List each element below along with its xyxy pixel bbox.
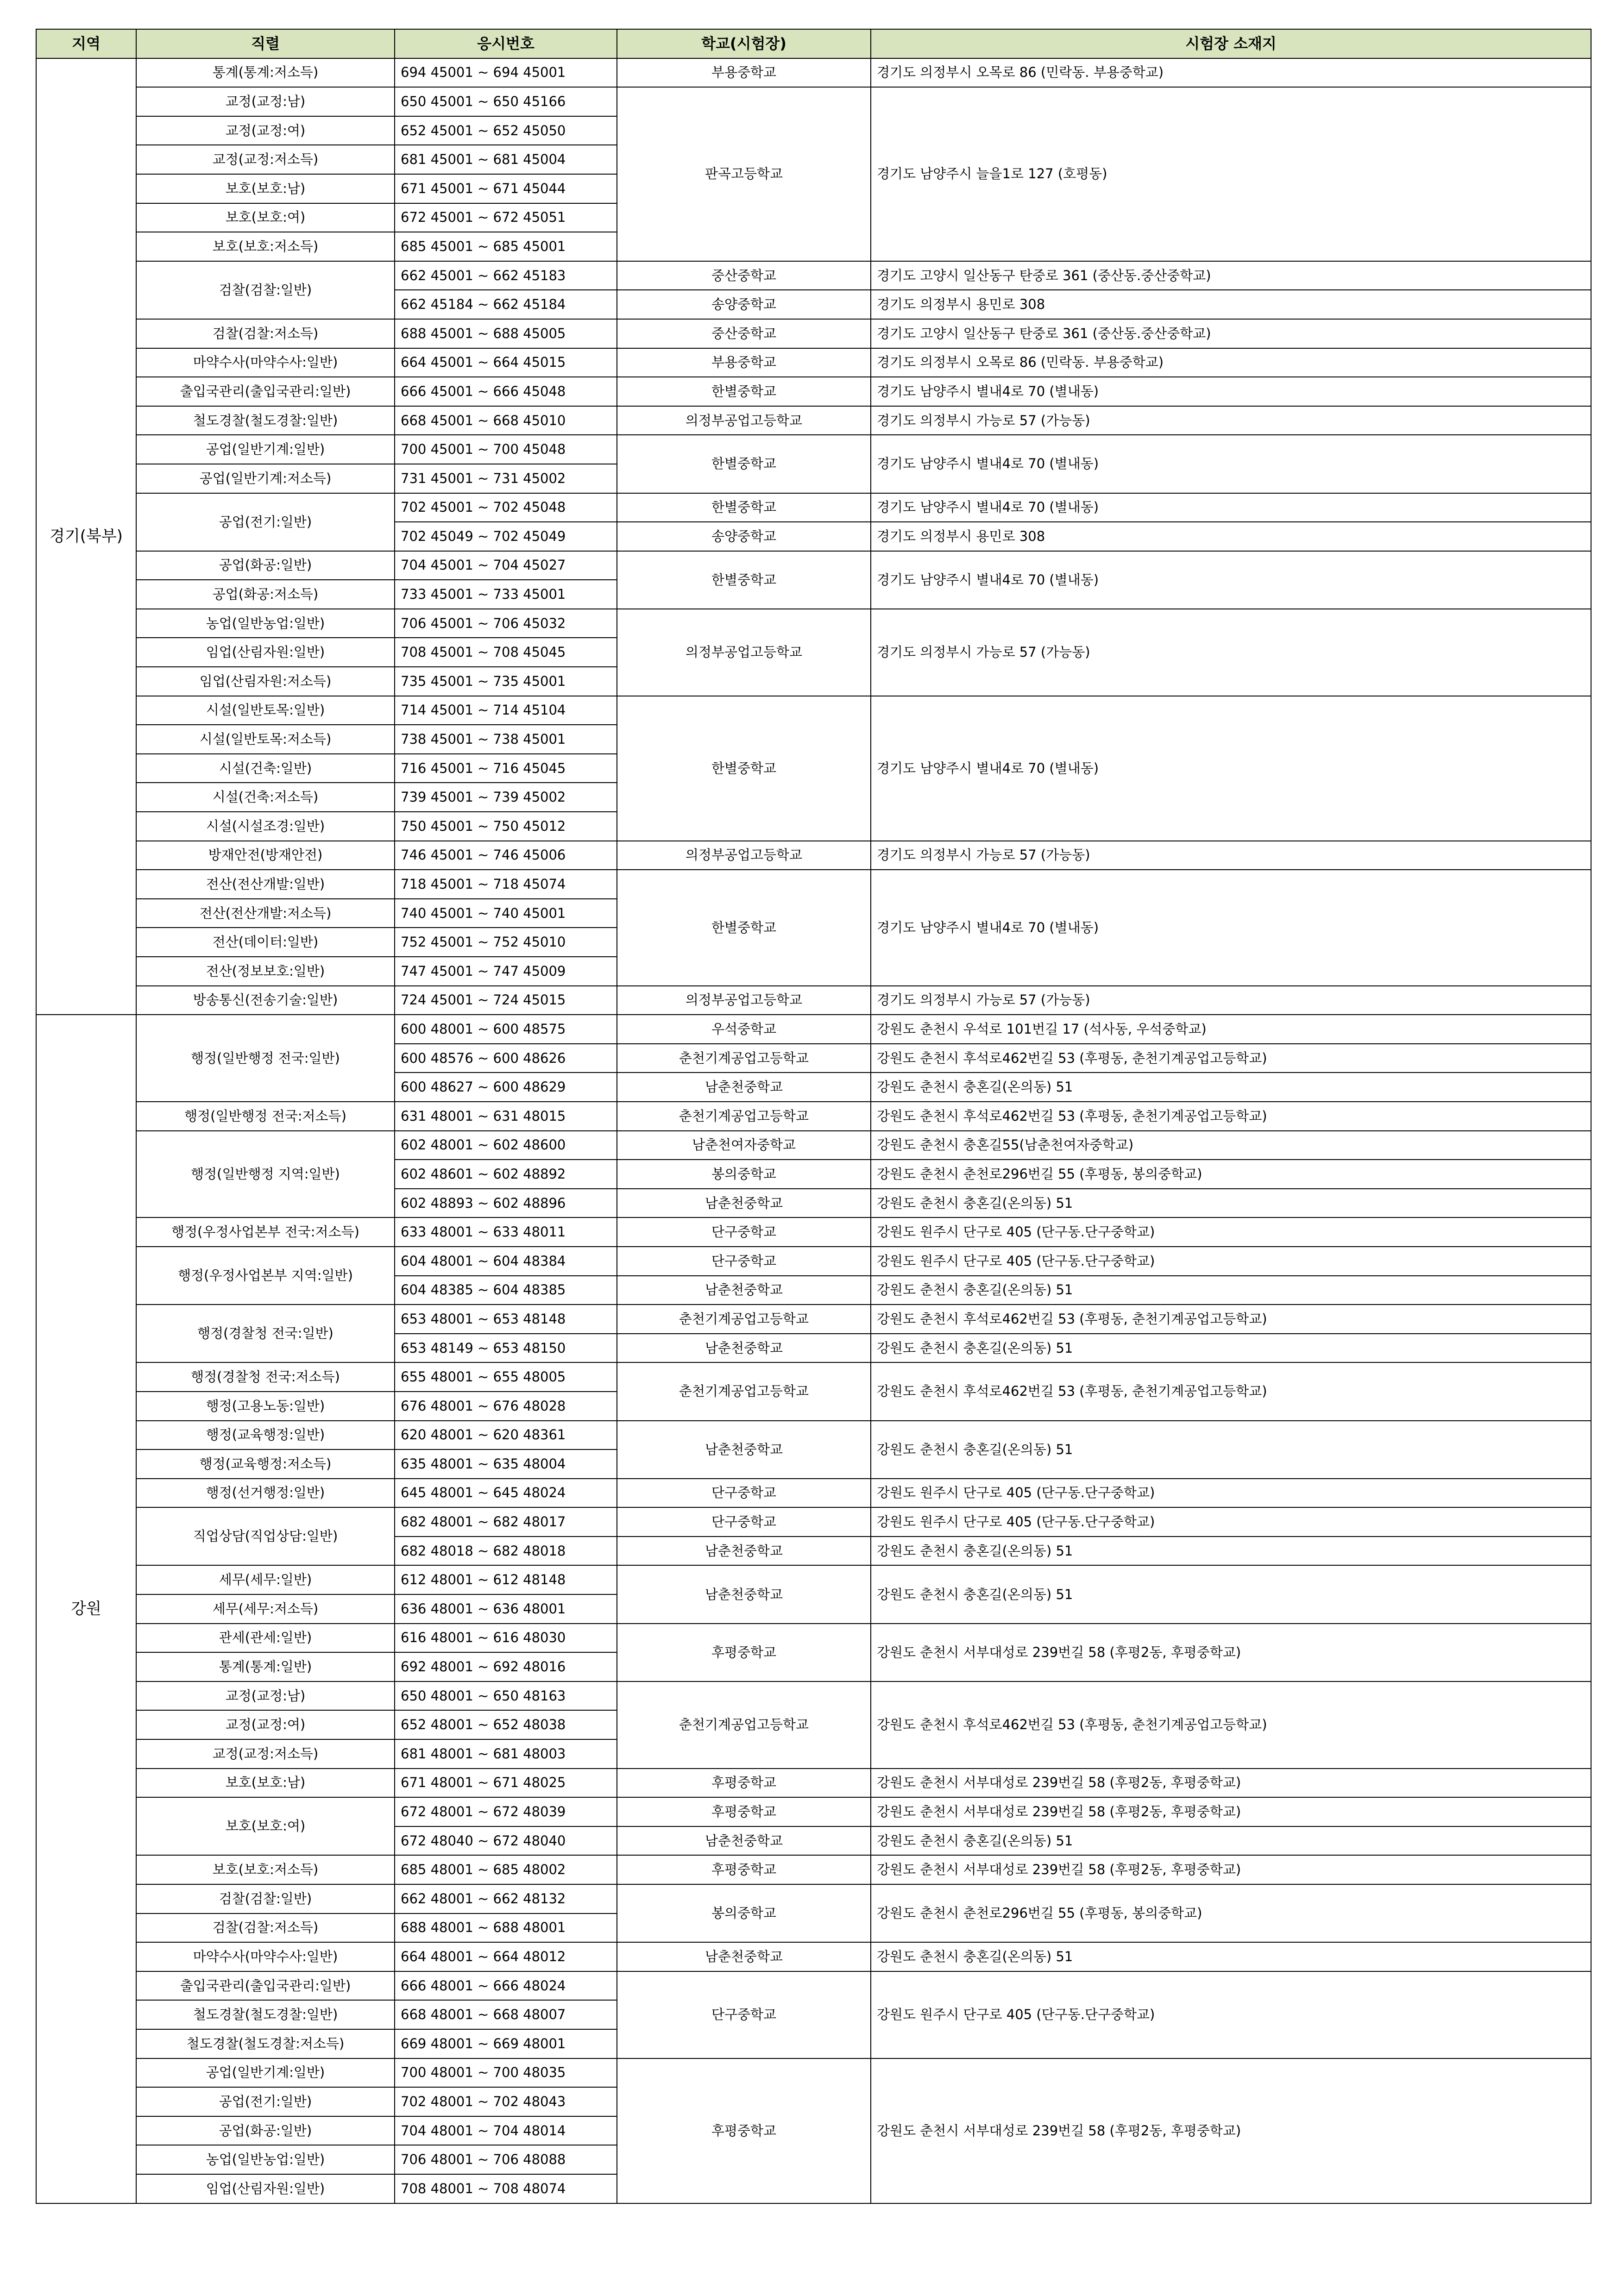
school-cell: 단구중학교 <box>617 1217 871 1247</box>
number-cell: 652 48001 ~ 652 48038 <box>395 1710 617 1739</box>
address-cell: 강원도 춘천시 충혼길(온의동) 51 <box>871 1942 1591 1971</box>
number-cell: 702 45049 ~ 702 45049 <box>395 522 617 551</box>
position-cell: 행정(경찰청 전국:저소득) <box>136 1362 395 1392</box>
school-cell: 송양중학교 <box>617 290 871 319</box>
school-cell: 후평중학교 <box>617 2058 871 2203</box>
number-cell: 602 48893 ~ 602 48896 <box>395 1189 617 1218</box>
table-row <box>36 1217 1591 1247</box>
address-cell: 경기도 남양주시 별내4로 70 (별내동) <box>871 551 1591 609</box>
number-cell: 655 48001 ~ 655 48005 <box>395 1362 617 1392</box>
number-cell: 600 48627 ~ 600 48629 <box>395 1073 617 1102</box>
position-cell: 마약수사(마약수사:일반) <box>136 1942 395 1971</box>
school-cell: 단구중학교 <box>617 1971 871 2058</box>
address-cell: 강원도 원주시 단구로 405 (단구동.단구중학교) <box>871 1479 1591 1508</box>
position-cell: 보호(보호:남) <box>136 174 395 203</box>
position-cell: 관세(관세:일반) <box>136 1624 395 1653</box>
position-cell: 행정(일반행정 전국:저소득) <box>136 1102 395 1131</box>
school-cell: 후평중학교 <box>617 1624 871 1681</box>
school-cell: 우석중학교 <box>617 1015 871 1044</box>
position-cell: 전산(정보보호:일반) <box>136 957 395 986</box>
number-cell: 685 48001 ~ 685 48002 <box>395 1855 617 1884</box>
position-cell: 공업(전기:일반) <box>136 493 395 551</box>
number-cell: 706 48001 ~ 706 48088 <box>395 2145 617 2174</box>
address-cell: 경기도 의정부시 가능로 57 (가능동) <box>871 841 1591 870</box>
table-row <box>36 1942 1591 1971</box>
number-cell: 666 45001 ~ 666 45048 <box>395 377 617 406</box>
position-cell: 검찰(검찰:저소득) <box>136 319 395 348</box>
position-cell: 공업(일반기계:저소득) <box>136 464 395 493</box>
address-cell: 강원도 춘천시 후석로462번길 53 (후평동, 춘천기계공업고등학교) <box>871 1362 1591 1420</box>
table-row <box>36 493 1591 522</box>
school-cell: 단구중학교 <box>617 1247 871 1276</box>
address-cell: 강원도 춘천시 후석로462번길 53 (후평동, 춘천기계공업고등학교) <box>871 1305 1591 1334</box>
region-cell: 경기(북부) <box>36 58 136 1015</box>
exam-site-table <box>36 29 1592 2204</box>
table-row <box>36 1507 1591 1537</box>
position-cell: 농업(일반농업:일반) <box>136 609 395 638</box>
table-row <box>36 348 1591 377</box>
school-cell: 남춘천중학교 <box>617 1073 871 1102</box>
address-cell: 경기도 남양주시 별내4로 70 (별내동) <box>871 377 1591 406</box>
address-cell: 강원도 춘천시 우석로 101번길 17 (석사동, 우석중학교) <box>871 1015 1591 1044</box>
table-row <box>36 870 1591 899</box>
address-cell: 강원도 춘천시 충혼길(온의동) 51 <box>871 1565 1591 1623</box>
number-cell: 662 45001 ~ 662 45183 <box>395 261 617 290</box>
table-row <box>36 1971 1591 2001</box>
school-cell: 남춘천여자중학교 <box>617 1131 871 1160</box>
table-row <box>36 1015 1591 1044</box>
table-row <box>36 609 1591 638</box>
address-cell: 강원도 춘천시 서부대성로 239번길 58 (후평2동, 후평중학교) <box>871 1769 1591 1798</box>
table-row <box>36 841 1591 870</box>
number-cell: 724 45001 ~ 724 45015 <box>395 986 617 1015</box>
table-row <box>36 1102 1591 1131</box>
address-cell: 강원도 춘천시 서부대성로 239번길 58 (후평2동, 후평중학교) <box>871 1855 1591 1884</box>
table-row <box>36 1797 1591 1826</box>
address-cell: 강원도 춘천시 충혼길(온의동) 51 <box>871 1334 1591 1363</box>
position-cell: 방재안전(방재안전) <box>136 841 395 870</box>
table-row <box>36 1479 1591 1508</box>
number-cell: 739 45001 ~ 739 45002 <box>395 783 617 812</box>
number-cell: 681 45001 ~ 681 45004 <box>395 145 617 174</box>
address-cell: 강원도 춘천시 충혼길(온의동) 51 <box>871 1826 1591 1856</box>
number-cell: 746 45001 ~ 746 45006 <box>395 841 617 870</box>
table-row <box>36 1421 1591 1450</box>
number-cell: 700 45001 ~ 700 45048 <box>395 435 617 464</box>
address-cell: 경기도 의정부시 오목로 86 (민락동. 부용중학교) <box>871 348 1591 377</box>
position-cell: 교정(교정:남) <box>136 87 395 116</box>
number-cell: 653 48149 ~ 653 48150 <box>395 1334 617 1363</box>
school-cell: 의정부공업고등학교 <box>617 986 871 1015</box>
address-cell: 강원도 춘천시 충혼길(온의동) 51 <box>871 1421 1591 1479</box>
school-cell: 단구중학교 <box>617 1479 871 1508</box>
position-cell: 행정(우정사업본부 지역:일반) <box>136 1247 395 1305</box>
number-cell: 700 48001 ~ 700 48035 <box>395 2058 617 2088</box>
number-cell: 676 48001 ~ 676 48028 <box>395 1392 617 1421</box>
number-cell: 616 48001 ~ 616 48030 <box>395 1624 617 1653</box>
school-cell: 의정부공업고등학교 <box>617 841 871 870</box>
position-cell: 보호(보호:여) <box>136 1797 395 1855</box>
school-cell: 남춘천중학교 <box>617 1189 871 1218</box>
table-row <box>36 2058 1591 2088</box>
address-cell: 경기도 고양시 일산동구 탄중로 361 (중산동.중산중학교) <box>871 261 1591 290</box>
number-cell: 600 48576 ~ 600 48626 <box>395 1044 617 1073</box>
number-cell: 704 48001 ~ 704 48014 <box>395 2116 617 2145</box>
position-cell: 행정(경찰청 전국:일반) <box>136 1305 395 1362</box>
number-cell: 672 48040 ~ 672 48040 <box>395 1826 617 1856</box>
table-row <box>36 319 1591 348</box>
number-cell: 702 48001 ~ 702 48043 <box>395 2087 617 2116</box>
address-cell: 강원도 원주시 단구로 405 (단구동.단구중학교) <box>871 1217 1591 1247</box>
school-cell: 한별중학교 <box>617 493 871 522</box>
number-cell: 735 45001 ~ 735 45001 <box>395 667 617 696</box>
position-cell: 공업(화공:저소득) <box>136 580 395 609</box>
number-cell: 706 45001 ~ 706 45032 <box>395 609 617 638</box>
school-cell: 한별중학교 <box>617 551 871 609</box>
number-cell: 645 48001 ~ 645 48024 <box>395 1479 617 1508</box>
header-region: 지역 <box>36 29 136 58</box>
number-cell: 653 48001 ~ 653 48148 <box>395 1305 617 1334</box>
school-cell: 춘천기계공업고등학교 <box>617 1044 871 1073</box>
address-cell: 강원도 춘천시 후석로462번길 53 (후평동, 춘천기계공업고등학교) <box>871 1044 1591 1073</box>
position-cell: 공업(전기:일반) <box>136 2087 395 2116</box>
school-cell: 춘천기계공업고등학교 <box>617 1362 871 1420</box>
school-cell: 한별중학교 <box>617 870 871 985</box>
table-row <box>36 1624 1591 1653</box>
number-cell: 664 45001 ~ 664 45015 <box>395 348 617 377</box>
position-cell: 검찰(검찰:저소득) <box>136 1913 395 1943</box>
table-row <box>36 551 1591 580</box>
table-row <box>36 1247 1591 1276</box>
address-cell: 경기도 남양주시 별내4로 70 (별내동) <box>871 435 1591 493</box>
number-cell: 716 45001 ~ 716 45045 <box>395 754 617 783</box>
address-cell: 경기도 의정부시 가능로 57 (가능동) <box>871 406 1591 435</box>
address-cell: 강원도 춘천시 후석로462번길 53 (후평동, 춘천기계공업고등학교) <box>871 1102 1591 1131</box>
position-cell: 철도경찰(철도경찰:일반) <box>136 2000 395 2029</box>
position-cell: 통계(통계:일반) <box>136 1652 395 1681</box>
header-exam-number: 응시번호 <box>395 29 617 58</box>
position-cell: 보호(보호:저소득) <box>136 232 395 261</box>
number-cell: 604 48001 ~ 604 48384 <box>395 1247 617 1276</box>
school-cell: 의정부공업고등학교 <box>617 609 871 696</box>
number-cell: 672 48001 ~ 672 48039 <box>395 1797 617 1826</box>
school-cell: 단구중학교 <box>617 1507 871 1537</box>
number-cell: 664 48001 ~ 664 48012 <box>395 1942 617 1971</box>
table-row <box>36 1769 1591 1798</box>
number-cell: 620 48001 ~ 620 48361 <box>395 1421 617 1450</box>
school-cell: 남춘천중학교 <box>617 1537 871 1566</box>
address-cell: 경기도 의정부시 가능로 57 (가능동) <box>871 609 1591 696</box>
number-cell: 740 45001 ~ 740 45001 <box>395 899 617 928</box>
position-cell: 직업상담(직업상담:일반) <box>136 1507 395 1565</box>
table-row <box>36 1681 1591 1711</box>
number-cell: 681 48001 ~ 681 48003 <box>395 1739 617 1769</box>
address-cell: 경기도 의정부시 용민로 308 <box>871 290 1591 319</box>
address-cell: 강원도 춘천시 춘천로296번길 55 (후평동, 봉의중학교) <box>871 1884 1591 1942</box>
position-cell: 철도경찰(철도경찰:일반) <box>136 406 395 435</box>
school-cell: 남춘천중학교 <box>617 1826 871 1856</box>
address-cell: 경기도 남양주시 별내4로 70 (별내동) <box>871 870 1591 985</box>
position-cell: 시설(일반토목:저소득) <box>136 725 395 754</box>
school-cell: 후평중학교 <box>617 1797 871 1826</box>
school-cell: 남춘천중학교 <box>617 1334 871 1363</box>
table-row <box>36 406 1591 435</box>
position-cell: 전산(데이터:일반) <box>136 928 395 957</box>
position-cell: 검찰(검찰:일반) <box>136 261 395 319</box>
position-cell: 철도경찰(철도경찰:저소득) <box>136 2029 395 2058</box>
number-cell: 688 45001 ~ 688 45005 <box>395 319 617 348</box>
header-school: 학교(시험장) <box>617 29 871 58</box>
position-cell: 전산(전산개발:저소득) <box>136 899 395 928</box>
school-cell: 부용중학교 <box>617 58 871 88</box>
position-cell: 출입국관리(출입국관리:일반) <box>136 377 395 406</box>
number-cell: 694 45001 ~ 694 45001 <box>395 58 617 88</box>
number-cell: 752 45001 ~ 752 45010 <box>395 928 617 957</box>
number-cell: 671 45001 ~ 671 45044 <box>395 174 617 203</box>
address-cell: 경기도 의정부시 용민로 308 <box>871 522 1591 551</box>
school-cell: 춘천기계공업고등학교 <box>617 1305 871 1334</box>
position-cell: 방송통신(전송기술:일반) <box>136 986 395 1015</box>
number-cell: 692 48001 ~ 692 48016 <box>395 1652 617 1681</box>
number-cell: 733 45001 ~ 733 45001 <box>395 580 617 609</box>
table-row <box>36 87 1591 116</box>
table-row <box>36 1305 1591 1334</box>
number-cell: 631 48001 ~ 631 48015 <box>395 1102 617 1131</box>
school-cell: 남춘천중학교 <box>617 1565 871 1623</box>
number-cell: 702 45001 ~ 702 45048 <box>395 493 617 522</box>
position-cell: 행정(일반행정 지역:일반) <box>136 1131 395 1218</box>
number-cell: 682 48001 ~ 682 48017 <box>395 1507 617 1537</box>
position-cell: 교정(교정:여) <box>136 116 395 145</box>
number-cell: 602 48601 ~ 602 48892 <box>395 1160 617 1189</box>
number-cell: 685 45001 ~ 685 45001 <box>395 232 617 261</box>
school-cell: 한별중학교 <box>617 377 871 406</box>
address-cell: 경기도 고양시 일산동구 탄중로 361 (중산동.중산중학교) <box>871 319 1591 348</box>
number-cell: 635 48001 ~ 635 48004 <box>395 1449 617 1479</box>
number-cell: 704 45001 ~ 704 45027 <box>395 551 617 580</box>
header-address: 시험장 소재지 <box>871 29 1591 58</box>
table-row <box>36 1855 1591 1884</box>
position-cell: 공업(일반기계:일반) <box>136 2058 395 2088</box>
position-cell: 교정(교정:남) <box>136 1681 395 1711</box>
position-cell: 행정(일반행정 전국:일반) <box>136 1015 395 1102</box>
number-cell: 718 45001 ~ 718 45074 <box>395 870 617 899</box>
region-cell: 강원 <box>36 1015 136 2203</box>
position-cell: 행정(우정사업본부 전국:저소득) <box>136 1217 395 1247</box>
address-cell: 경기도 남양주시 별내4로 70 (별내동) <box>871 493 1591 522</box>
number-cell: 668 48001 ~ 668 48007 <box>395 2000 617 2029</box>
table-row <box>36 58 1591 88</box>
position-cell: 공업(화공:일반) <box>136 2116 395 2145</box>
position-cell: 시설(일반토목:일반) <box>136 696 395 725</box>
school-cell: 한별중학교 <box>617 435 871 493</box>
school-cell: 후평중학교 <box>617 1769 871 1798</box>
number-cell: 708 45001 ~ 708 45045 <box>395 638 617 667</box>
number-cell: 633 48001 ~ 633 48011 <box>395 1217 617 1247</box>
address-cell: 강원도 원주시 단구로 405 (단구동.단구중학교) <box>871 1507 1591 1537</box>
position-cell: 행정(교육행정:저소득) <box>136 1449 395 1479</box>
address-cell: 강원도 춘천시 충혼길(온의동) 51 <box>871 1073 1591 1102</box>
position-cell: 세무(세무:일반) <box>136 1565 395 1594</box>
address-cell: 강원도 춘천시 충혼길(온의동) 51 <box>871 1537 1591 1566</box>
school-cell: 후평중학교 <box>617 1855 871 1884</box>
address-cell: 강원도 춘천시 후석로462번길 53 (후평동, 춘천기계공업고등학교) <box>871 1681 1591 1769</box>
header-position: 직렬 <box>136 29 395 58</box>
school-cell: 중산중학교 <box>617 319 871 348</box>
address-cell: 경기도 의정부시 오목로 86 (민락동. 부용중학교) <box>871 58 1591 88</box>
number-cell: 708 48001 ~ 708 48074 <box>395 2174 617 2203</box>
position-cell: 교정(교정:저소득) <box>136 1739 395 1769</box>
position-cell: 세무(세무:저소득) <box>136 1594 395 1624</box>
position-cell: 행정(선거행정:일반) <box>136 1479 395 1508</box>
number-cell: 662 48001 ~ 662 48132 <box>395 1884 617 1913</box>
address-cell: 강원도 춘천시 서부대성로 239번길 58 (후평2동, 후평중학교) <box>871 2058 1591 2203</box>
number-cell: 666 48001 ~ 666 48024 <box>395 1971 617 2001</box>
table-row <box>36 1565 1591 1594</box>
number-cell: 636 48001 ~ 636 48001 <box>395 1594 617 1624</box>
position-cell: 교정(교정:여) <box>136 1710 395 1739</box>
address-cell: 강원도 춘천시 충혼길(온의동) 51 <box>871 1189 1591 1218</box>
school-cell: 춘천기계공업고등학교 <box>617 1102 871 1131</box>
school-cell: 봉의중학교 <box>617 1160 871 1189</box>
number-cell: 650 45001 ~ 650 45166 <box>395 87 617 116</box>
address-cell: 강원도 춘천시 춘천로296번길 55 (후평동, 봉의중학교) <box>871 1160 1591 1189</box>
school-cell: 남춘천중학교 <box>617 1942 871 1971</box>
number-cell: 714 45001 ~ 714 45104 <box>395 696 617 725</box>
number-cell: 652 45001 ~ 652 45050 <box>395 116 617 145</box>
number-cell: 671 48001 ~ 671 48025 <box>395 1769 617 1798</box>
number-cell: 650 48001 ~ 650 48163 <box>395 1681 617 1711</box>
table-row <box>36 696 1591 725</box>
number-cell: 602 48001 ~ 602 48600 <box>395 1131 617 1160</box>
number-cell: 682 48018 ~ 682 48018 <box>395 1537 617 1566</box>
number-cell: 604 48385 ~ 604 48385 <box>395 1276 617 1305</box>
number-cell: 688 48001 ~ 688 48001 <box>395 1913 617 1943</box>
school-cell: 봉의중학교 <box>617 1884 871 1942</box>
school-cell: 의정부공업고등학교 <box>617 406 871 435</box>
school-cell: 한별중학교 <box>617 696 871 841</box>
table-row <box>36 1362 1591 1392</box>
position-cell: 교정(교정:저소득) <box>136 145 395 174</box>
position-cell: 임업(산림자원:일반) <box>136 2174 395 2203</box>
position-cell: 시설(시설조경:일반) <box>136 812 395 841</box>
number-cell: 662 45184 ~ 662 45184 <box>395 290 617 319</box>
position-cell: 검찰(검찰:일반) <box>136 1884 395 1913</box>
address-cell: 강원도 춘천시 충혼길(온의동) 51 <box>871 1276 1591 1305</box>
number-cell: 669 48001 ~ 669 48001 <box>395 2029 617 2058</box>
position-cell: 보호(보호:저소득) <box>136 1855 395 1884</box>
address-cell: 강원도 춘천시 서부대성로 239번길 58 (후평2동, 후평중학교) <box>871 1624 1591 1681</box>
position-cell: 공업(일반기계:일반) <box>136 435 395 464</box>
number-cell: 672 45001 ~ 672 45051 <box>395 203 617 232</box>
table-row <box>36 1131 1591 1160</box>
position-cell: 농업(일반농업:일반) <box>136 2145 395 2174</box>
position-cell: 임업(산림자원:일반) <box>136 638 395 667</box>
school-cell: 남춘천중학교 <box>617 1276 871 1305</box>
position-cell: 보호(보호:여) <box>136 203 395 232</box>
header-row <box>36 29 1591 58</box>
number-cell: 612 48001 ~ 612 48148 <box>395 1565 617 1594</box>
position-cell: 행정(교육행정:일반) <box>136 1421 395 1450</box>
position-cell: 임업(산림자원:저소득) <box>136 667 395 696</box>
address-cell: 강원도 원주시 단구로 405 (단구동.단구중학교) <box>871 1971 1591 2058</box>
table-row <box>36 435 1591 464</box>
table-row <box>36 261 1591 290</box>
school-cell: 중산중학교 <box>617 261 871 290</box>
number-cell: 747 45001 ~ 747 45009 <box>395 957 617 986</box>
position-cell: 시설(건축:저소득) <box>136 783 395 812</box>
number-cell: 750 45001 ~ 750 45012 <box>395 812 617 841</box>
address-cell: 경기도 남양주시 늘을1로 127 (호평동) <box>871 87 1591 261</box>
position-cell: 시설(건축:일반) <box>136 754 395 783</box>
school-cell: 판곡고등학교 <box>617 87 871 261</box>
position-cell: 통계(통계:저소득) <box>136 58 395 88</box>
position-cell: 행정(고용노동:일반) <box>136 1392 395 1421</box>
address-cell: 강원도 원주시 단구로 405 (단구동.단구중학교) <box>871 1247 1591 1276</box>
position-cell: 공업(화공:일반) <box>136 551 395 580</box>
table-row <box>36 986 1591 1015</box>
number-cell: 600 48001 ~ 600 48575 <box>395 1015 617 1044</box>
number-cell: 731 45001 ~ 731 45002 <box>395 464 617 493</box>
table-row <box>36 1884 1591 1913</box>
position-cell: 보호(보호:남) <box>136 1769 395 1798</box>
address-cell: 경기도 의정부시 가능로 57 (가능동) <box>871 986 1591 1015</box>
position-cell: 출입국관리(출입국관리:일반) <box>136 1971 395 2001</box>
table-row <box>36 377 1591 406</box>
address-cell: 경기도 남양주시 별내4로 70 (별내동) <box>871 696 1591 841</box>
number-cell: 668 45001 ~ 668 45010 <box>395 406 617 435</box>
school-cell: 춘천기계공업고등학교 <box>617 1681 871 1769</box>
school-cell: 남춘천중학교 <box>617 1421 871 1479</box>
school-cell: 부용중학교 <box>617 348 871 377</box>
number-cell: 738 45001 ~ 738 45001 <box>395 725 617 754</box>
school-cell: 송양중학교 <box>617 522 871 551</box>
position-cell: 마약수사(마약수사:일반) <box>136 348 395 377</box>
address-cell: 강원도 춘천시 서부대성로 239번길 58 (후평2동, 후평중학교) <box>871 1797 1591 1826</box>
address-cell: 강원도 춘천시 충혼길55(남춘천여자중학교) <box>871 1131 1591 1160</box>
position-cell: 전산(전산개발:일반) <box>136 870 395 899</box>
